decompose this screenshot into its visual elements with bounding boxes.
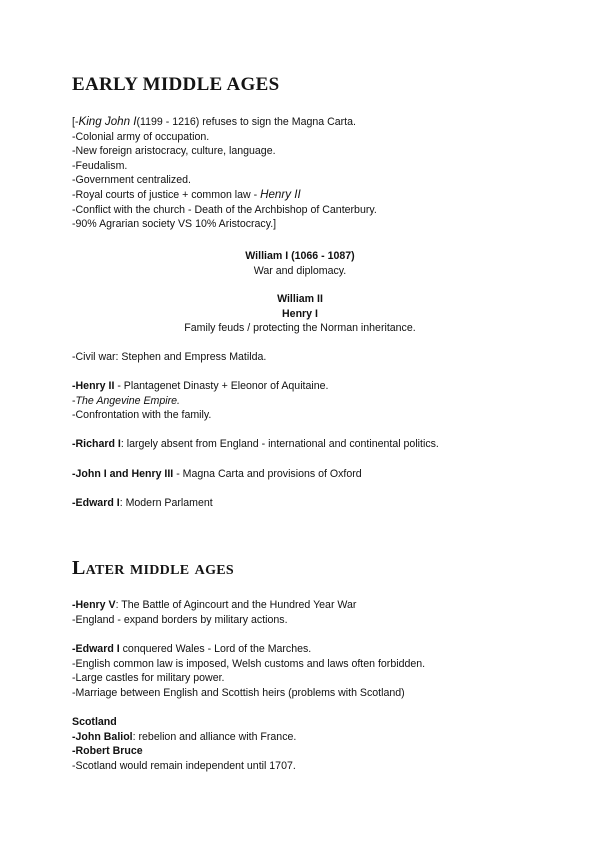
scotland-block <box>72 715 532 773</box>
richard-block <box>72 437 532 452</box>
william1-name: William I (1066 - 1087) <box>245 250 355 262</box>
later-edward-line-4: -Marriage between English and Scottish heirs (problems with Scotland) <box>72 686 405 699</box>
later-edward-block <box>72 642 532 700</box>
baliol-line: -John Baliol: rebelion and alliance with France. <box>72 730 297 743</box>
heading-early-middle-ages: EARLY MIDDLE AGES <box>72 74 280 95</box>
intro-line-7: -Conflict with the church - Death of the Archbishop of Canterbury. <box>72 203 377 216</box>
intro-line-5: -Government centralized. <box>72 174 191 187</box>
intro-line-4: -Feudalism. <box>72 159 128 172</box>
henry5-line-1: -Henry V: The Battle of Agincourt and the Hundred Year War <box>72 599 357 611</box>
intro-line-1: [-King John I(1199 - 1216) refuses to sign the Magna Carta. <box>72 115 356 128</box>
later-edward-line-3: -Large castles for military power. <box>72 672 225 685</box>
henry5-block <box>72 598 532 627</box>
john-henry-block <box>72 467 532 482</box>
edward-block <box>72 496 532 511</box>
william1-block <box>0 249 600 278</box>
henry2-line-2: -The Angevine Empire. <box>72 394 180 407</box>
civil-war-line: -Civil war: Stephen and Empress Matilda. <box>72 351 267 363</box>
richard-line: -Richard I: largely absent from England - international and continental politics. <box>72 438 439 450</box>
william2-desc: Family feuds / protecting the Norman inheritance. <box>184 322 416 335</box>
intro-line-8: -90% Agrarian society VS 10% Aristocracy.] <box>72 218 277 231</box>
edward-line: -Edward I: Modern Parlament <box>72 497 213 509</box>
william2-block <box>0 292 600 336</box>
intro-block <box>72 115 532 232</box>
scotland-title: Scotland <box>72 716 117 728</box>
henry2-line-1: -Henry II - Plantagenet Dinasty + Eleonor of Aquitaine. <box>72 380 329 392</box>
civil-war-block <box>72 350 532 365</box>
henry5-line-2: -England - expand borders by military actions. <box>72 613 288 626</box>
william1-desc: War and diplomacy. <box>253 264 347 277</box>
later-edward-line-1: -Edward I conquered Wales - Lord of the Marches. <box>72 643 312 655</box>
heading-later-middle-ages: Later middle ages <box>72 557 234 579</box>
intro-line-2: -Colonial army of occupation. <box>72 130 210 143</box>
henry2-line-3: -Confrontation with the family. <box>72 409 212 422</box>
intro-line-3: -New foreign aristocracy, culture, language. <box>72 145 276 158</box>
henry2-block <box>72 379 532 423</box>
john-henry-line: -John I and Henry III - Magna Carta and provisions of Oxford <box>72 468 362 480</box>
independent-line: -Scotland would remain independent until 1707. <box>72 759 296 772</box>
intro-line-6: -Royal courts of justice + common law - Henry II <box>72 187 301 201</box>
bruce-line: -Robert Bruce <box>72 745 143 758</box>
henry1-name: Henry I <box>282 307 318 320</box>
later-edward-line-2: -English common law is imposed, Welsh customs and laws often forbidden. <box>72 657 426 670</box>
william2-name: William II <box>277 293 323 305</box>
